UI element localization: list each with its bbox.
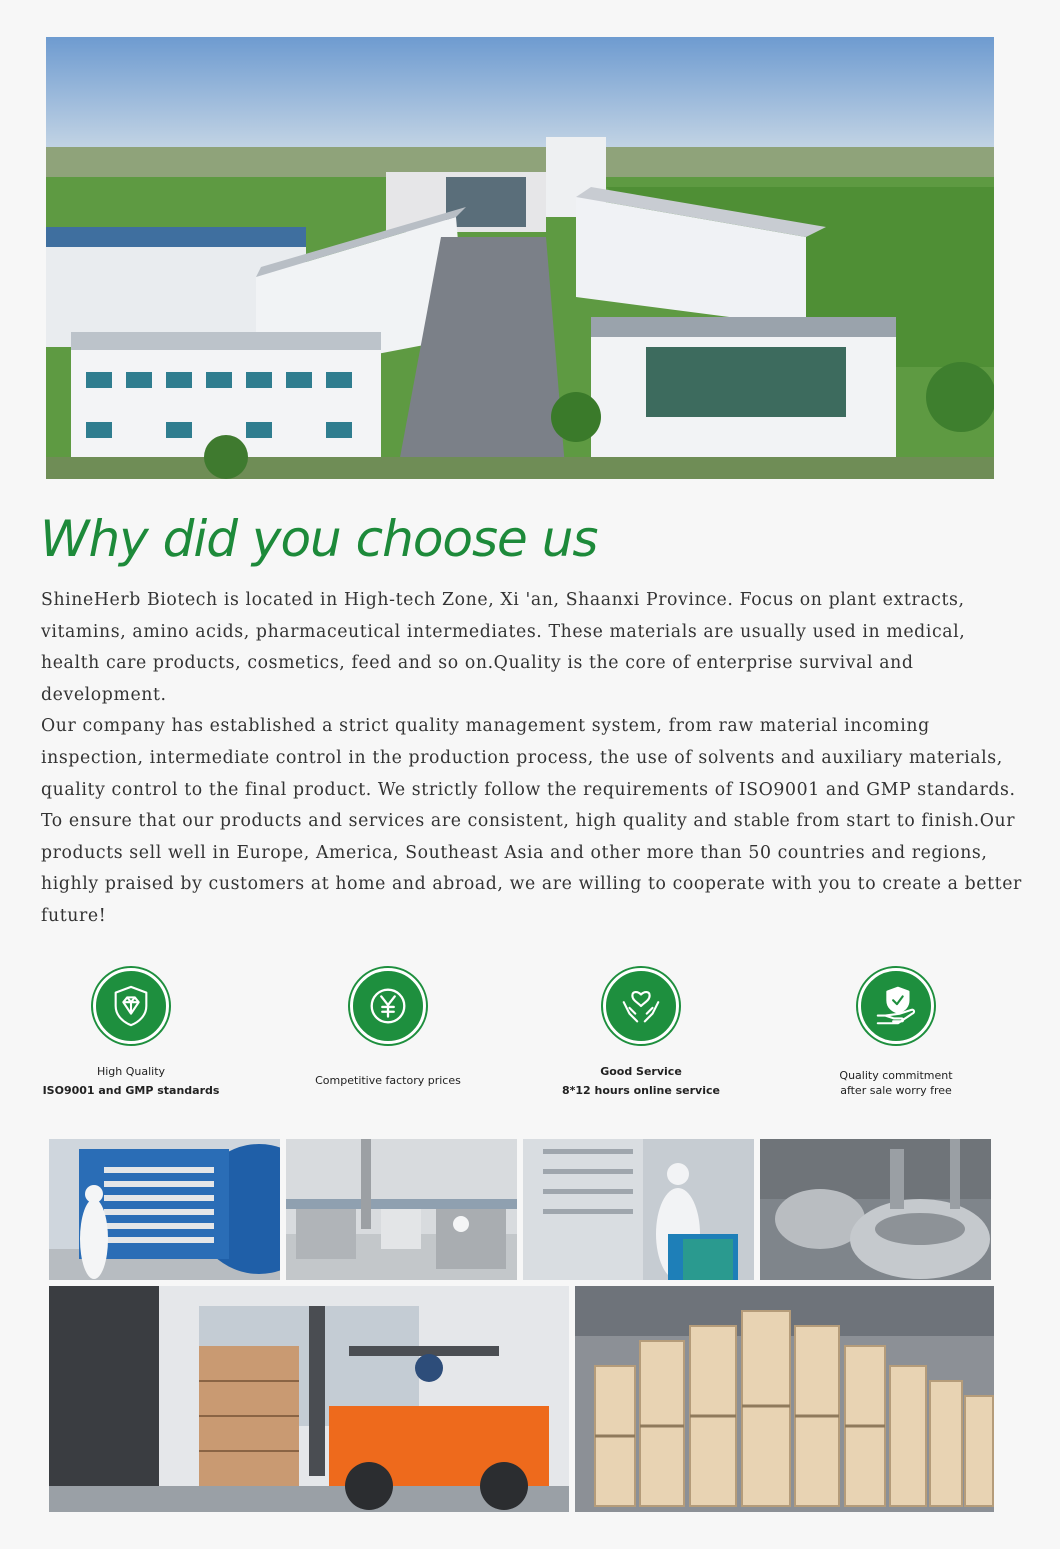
feature-title: Quality commitment bbox=[839, 1069, 953, 1082]
description-paragraph-1: ShineHerb Biotech is located in High-tech Zone, Xi 'an, Shaanxi Province. Focus on plant extracts, vitamins, amino acids, pharmaceutical intermediates. These materials are usually used in medical, health care products, cosmetics, feed and so on.Quality is the core of enterprise survival and development. bbox=[41, 590, 966, 705]
section-title: Why did you choose us bbox=[40, 510, 598, 568]
feature-competitive-prices bbox=[268, 968, 508, 1090]
feature-subtitle: 8*12 hours online service bbox=[562, 1084, 720, 1097]
production-worker-photo bbox=[523, 1139, 754, 1280]
heart-hands-icon bbox=[603, 968, 679, 1044]
forklift-loading-photo bbox=[49, 1286, 569, 1512]
feature-title: Good Service bbox=[600, 1065, 682, 1078]
fiber-drums-warehouse-photo bbox=[575, 1286, 994, 1512]
feature-subtitle: ISO9001 and GMP standards bbox=[42, 1084, 220, 1097]
feature-quality-commitment bbox=[776, 968, 1016, 1098]
yen-coin-icon bbox=[350, 968, 426, 1044]
feature-title: High Quality bbox=[96, 1065, 166, 1078]
feature-high-quality bbox=[11, 968, 251, 1100]
extraction-tanks-photo bbox=[760, 1139, 991, 1280]
shield-check-hand-icon bbox=[858, 968, 934, 1044]
clean-room-photo bbox=[286, 1139, 517, 1280]
company-description bbox=[41, 585, 1026, 933]
feature-title: Competitive factory prices bbox=[315, 1074, 461, 1087]
factory-aerial-photo bbox=[46, 37, 994, 479]
freeze-dryer-photo bbox=[49, 1139, 280, 1280]
feature-good-service bbox=[521, 968, 761, 1100]
feature-subtitle: after sale worry free bbox=[840, 1084, 952, 1097]
description-paragraph-2: Our company has established a strict quality management system, from raw material incoming inspection, intermediate control in the production process, the use of solvents and auxiliary materials, quality control to the final product. We strictly follow the requirements of ISO9001 and GMP standards. To ensure that our products and services are consistent, high quality and stable from start to finish.Our products sell well in Europe, America, Southeast Asia and other more than 50 countries and regions, highly praised by customers at home and abroad, we are willing to cooperate with you to create a better future! bbox=[41, 716, 1022, 926]
diamond-shield-icon bbox=[93, 968, 169, 1044]
